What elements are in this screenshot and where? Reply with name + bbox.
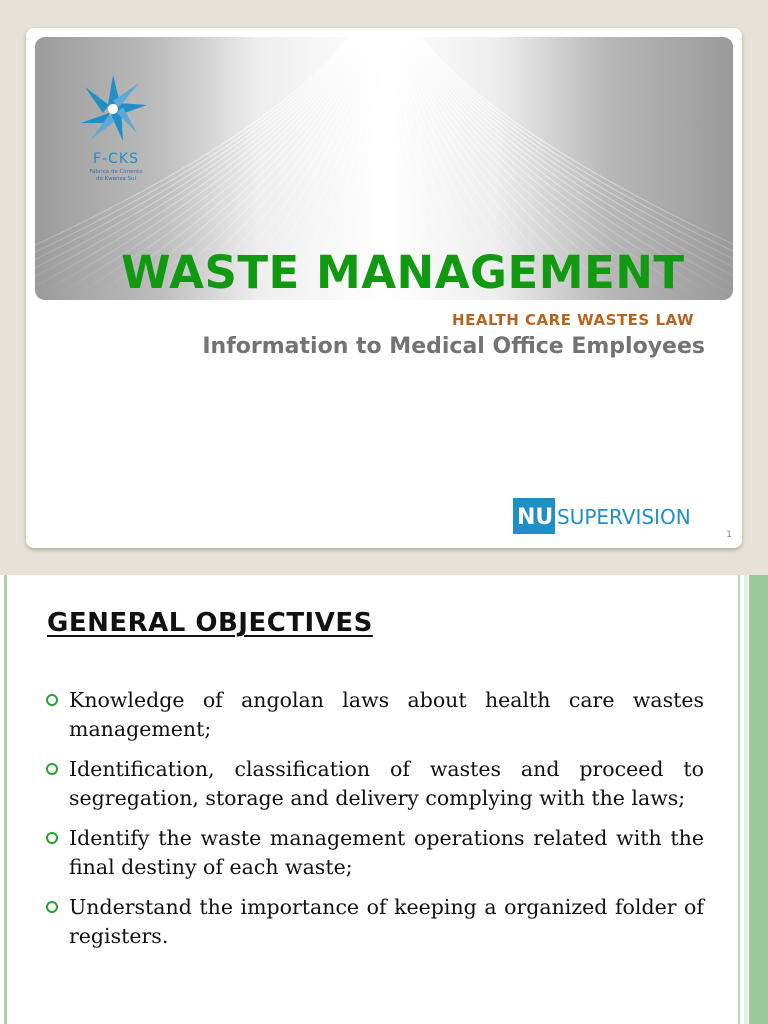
objectives-slide	[0, 575, 768, 1024]
slide-tagline: Information to Medical Office Employees	[202, 334, 705, 359]
right-accent-stripe	[744, 575, 748, 1024]
objective-text: Understand the importance of keeping a organized folder of registers.	[69, 895, 704, 948]
objective-text: Identify the waste management operations related with the final destiny of each waste;	[69, 826, 704, 879]
svg-text:F-CKS: F-CKS	[93, 151, 139, 167]
circle-bullet-icon	[46, 832, 58, 844]
svg-text:Fábrica de Cimento: Fábrica de Cimento	[89, 169, 143, 175]
fcks-logo	[73, 71, 159, 183]
objectives-list	[44, 686, 704, 962]
slide-heading: GENERAL OBJECTIVES	[47, 608, 373, 638]
slide-subtitle: HEALTH CARE WASTES LAW	[452, 311, 694, 329]
right-accent-stripe	[738, 575, 740, 1024]
objective-text: Identification, classification of wastes and proceed to segregation, storage and delivery complying with the laws;	[69, 757, 704, 810]
slide-number: 1	[726, 530, 732, 540]
circle-bullet-icon	[46, 694, 58, 706]
svg-text:NU: NU	[517, 505, 554, 530]
list-item	[44, 893, 704, 951]
title-slide	[26, 28, 742, 548]
svg-text:SUPERVISION: SUPERVISION	[557, 505, 691, 529]
circle-bullet-icon	[46, 901, 58, 913]
list-item	[44, 824, 704, 882]
left-accent-line	[4, 575, 7, 1024]
slide-title: WASTE MANAGEMENT	[121, 246, 685, 299]
circle-bullet-icon	[46, 763, 58, 775]
svg-text:do Kwanza Sul: do Kwanza Sul	[95, 176, 137, 182]
list-item	[44, 755, 704, 813]
right-accent-bar	[749, 575, 768, 1024]
list-item	[44, 686, 704, 744]
nu-supervision-logo	[513, 498, 700, 534]
objective-text: Knowledge of angolan laws about health care wastes management;	[69, 688, 704, 741]
